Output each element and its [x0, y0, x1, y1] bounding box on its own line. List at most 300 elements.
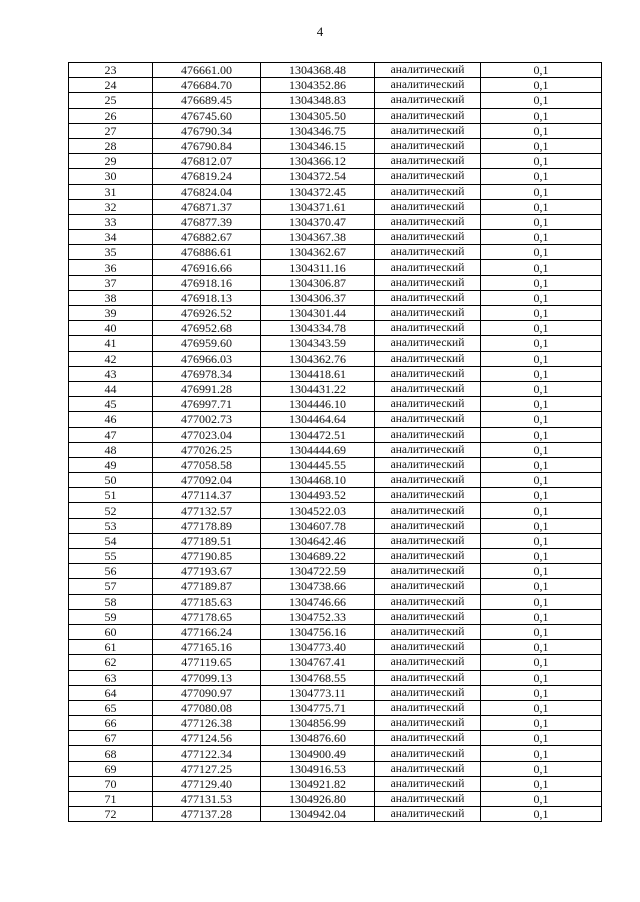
table-row [69, 609, 602, 624]
y-coordinate-cell: 1304876.60 [261, 731, 375, 746]
method-cell: аналитический [375, 93, 481, 108]
point-number-cell: 41 [69, 336, 153, 351]
accuracy-cell: 0,1 [481, 306, 602, 321]
table-row [69, 624, 602, 639]
accuracy-cell: 0,1 [481, 381, 602, 396]
point-number-cell: 70 [69, 776, 153, 791]
point-number-cell: 29 [69, 154, 153, 169]
table-row [69, 214, 602, 229]
method-cell: аналитический [375, 214, 481, 229]
accuracy-cell: 0,1 [481, 670, 602, 685]
y-coordinate-cell: 1304773.40 [261, 640, 375, 655]
x-coordinate-cell: 477178.65 [153, 609, 261, 624]
table-row [69, 533, 602, 548]
point-number-cell: 64 [69, 685, 153, 700]
table-row [69, 731, 602, 746]
point-number-cell: 28 [69, 138, 153, 153]
y-coordinate-cell: 1304746.66 [261, 594, 375, 609]
accuracy-cell: 0,1 [481, 457, 602, 472]
table-row [69, 93, 602, 108]
method-cell: аналитический [375, 792, 481, 807]
point-number-cell: 62 [69, 655, 153, 670]
table-row [69, 564, 602, 579]
point-number-cell: 23 [69, 63, 153, 78]
y-coordinate-cell: 1304916.53 [261, 761, 375, 776]
x-coordinate-cell: 477080.08 [153, 700, 261, 715]
accuracy-cell: 0,1 [481, 473, 602, 488]
x-coordinate-cell: 477002.73 [153, 412, 261, 427]
point-number-cell: 69 [69, 761, 153, 776]
method-cell: аналитический [375, 700, 481, 715]
x-coordinate-cell: 476952.68 [153, 321, 261, 336]
point-number-cell: 59 [69, 609, 153, 624]
method-cell: аналитический [375, 457, 481, 472]
table-row [69, 655, 602, 670]
method-cell: аналитический [375, 351, 481, 366]
method-cell: аналитический [375, 336, 481, 351]
accuracy-cell: 0,1 [481, 275, 602, 290]
x-coordinate-cell: 477124.56 [153, 731, 261, 746]
accuracy-cell: 0,1 [481, 549, 602, 564]
table-row [69, 306, 602, 321]
y-coordinate-cell: 1304346.15 [261, 138, 375, 153]
accuracy-cell: 0,1 [481, 807, 602, 822]
x-coordinate-cell: 476959.60 [153, 336, 261, 351]
point-number-cell: 67 [69, 731, 153, 746]
y-coordinate-cell: 1304334.78 [261, 321, 375, 336]
x-coordinate-cell: 476916.66 [153, 260, 261, 275]
method-cell: аналитический [375, 716, 481, 731]
x-coordinate-cell: 476684.70 [153, 78, 261, 93]
coordinates-table [68, 62, 602, 822]
x-coordinate-cell: 477126.38 [153, 716, 261, 731]
method-cell: аналитический [375, 731, 481, 746]
method-cell: аналитический [375, 260, 481, 275]
point-number-cell: 52 [69, 503, 153, 518]
x-coordinate-cell: 476882.67 [153, 230, 261, 245]
accuracy-cell: 0,1 [481, 245, 602, 260]
point-number-cell: 66 [69, 716, 153, 731]
accuracy-cell: 0,1 [481, 214, 602, 229]
table-row [69, 670, 602, 685]
table-row [69, 442, 602, 457]
method-cell: аналитический [375, 685, 481, 700]
point-number-cell: 37 [69, 275, 153, 290]
x-coordinate-cell: 476918.13 [153, 290, 261, 305]
table-row [69, 488, 602, 503]
accuracy-cell: 0,1 [481, 260, 602, 275]
point-number-cell: 61 [69, 640, 153, 655]
point-number-cell: 65 [69, 700, 153, 715]
table-row [69, 549, 602, 564]
accuracy-cell: 0,1 [481, 138, 602, 153]
method-cell: аналитический [375, 579, 481, 594]
accuracy-cell: 0,1 [481, 579, 602, 594]
y-coordinate-cell: 1304368.48 [261, 63, 375, 78]
accuracy-cell: 0,1 [481, 427, 602, 442]
method-cell: аналитический [375, 427, 481, 442]
point-number-cell: 43 [69, 366, 153, 381]
y-coordinate-cell: 1304343.59 [261, 336, 375, 351]
x-coordinate-cell: 477026.25 [153, 442, 261, 457]
y-coordinate-cell: 1304493.52 [261, 488, 375, 503]
table-row [69, 366, 602, 381]
method-cell: аналитический [375, 609, 481, 624]
x-coordinate-cell: 477137.28 [153, 807, 261, 822]
method-cell: аналитический [375, 154, 481, 169]
x-coordinate-cell: 476819.24 [153, 169, 261, 184]
table-row [69, 154, 602, 169]
accuracy-cell: 0,1 [481, 594, 602, 609]
y-coordinate-cell: 1304522.03 [261, 503, 375, 518]
y-coordinate-cell: 1304306.87 [261, 275, 375, 290]
method-cell: аналитический [375, 473, 481, 488]
y-coordinate-cell: 1304311.16 [261, 260, 375, 275]
y-coordinate-cell: 1304942.04 [261, 807, 375, 822]
y-coordinate-cell: 1304607.78 [261, 518, 375, 533]
table-row [69, 457, 602, 472]
method-cell: аналитический [375, 624, 481, 639]
x-coordinate-cell: 477122.34 [153, 746, 261, 761]
table-row [69, 473, 602, 488]
x-coordinate-cell: 477189.51 [153, 533, 261, 548]
accuracy-cell: 0,1 [481, 792, 602, 807]
accuracy-cell: 0,1 [481, 63, 602, 78]
page-number: 4 [316, 24, 324, 39]
point-number-cell: 53 [69, 518, 153, 533]
table-row [69, 397, 602, 412]
point-number-cell: 50 [69, 473, 153, 488]
accuracy-cell: 0,1 [481, 321, 602, 336]
y-coordinate-cell: 1304367.38 [261, 230, 375, 245]
table-row [69, 123, 602, 138]
y-coordinate-cell: 1304444.69 [261, 442, 375, 457]
point-number-cell: 56 [69, 564, 153, 579]
point-number-cell: 58 [69, 594, 153, 609]
x-coordinate-cell: 476918.16 [153, 275, 261, 290]
table-row [69, 594, 602, 609]
accuracy-cell: 0,1 [481, 78, 602, 93]
method-cell: аналитический [375, 412, 481, 427]
y-coordinate-cell: 1304346.75 [261, 123, 375, 138]
point-number-cell: 68 [69, 746, 153, 761]
accuracy-cell: 0,1 [481, 169, 602, 184]
accuracy-cell: 0,1 [481, 761, 602, 776]
y-coordinate-cell: 1304900.49 [261, 746, 375, 761]
point-number-cell: 24 [69, 78, 153, 93]
accuracy-cell: 0,1 [481, 199, 602, 214]
point-number-cell: 32 [69, 199, 153, 214]
method-cell: аналитический [375, 564, 481, 579]
point-number-cell: 47 [69, 427, 153, 442]
x-coordinate-cell: 477114.37 [153, 488, 261, 503]
accuracy-cell: 0,1 [481, 609, 602, 624]
y-coordinate-cell: 1304738.66 [261, 579, 375, 594]
x-coordinate-cell: 477090.97 [153, 685, 261, 700]
y-coordinate-cell: 1304689.22 [261, 549, 375, 564]
table-row [69, 579, 602, 594]
method-cell: аналитический [375, 503, 481, 518]
x-coordinate-cell: 476661.00 [153, 63, 261, 78]
method-cell: аналитический [375, 655, 481, 670]
x-coordinate-cell: 477127.25 [153, 761, 261, 776]
point-number-cell: 72 [69, 807, 153, 822]
table-row [69, 138, 602, 153]
point-number-cell: 46 [69, 412, 153, 427]
method-cell: аналитический [375, 488, 481, 503]
table-row [69, 381, 602, 396]
accuracy-cell: 0,1 [481, 564, 602, 579]
accuracy-cell: 0,1 [481, 336, 602, 351]
accuracy-cell: 0,1 [481, 700, 602, 715]
table-row [69, 640, 602, 655]
x-coordinate-cell: 477178.89 [153, 518, 261, 533]
point-number-cell: 57 [69, 579, 153, 594]
y-coordinate-cell: 1304301.44 [261, 306, 375, 321]
x-coordinate-cell: 477189.87 [153, 579, 261, 594]
x-coordinate-cell: 476997.71 [153, 397, 261, 412]
x-coordinate-cell: 477165.16 [153, 640, 261, 655]
table-row [69, 351, 602, 366]
table-row [69, 275, 602, 290]
point-number-cell: 45 [69, 397, 153, 412]
table-row [69, 260, 602, 275]
point-number-cell: 30 [69, 169, 153, 184]
x-coordinate-cell: 476790.34 [153, 123, 261, 138]
point-number-cell: 40 [69, 321, 153, 336]
y-coordinate-cell: 1304464.64 [261, 412, 375, 427]
accuracy-cell: 0,1 [481, 776, 602, 791]
method-cell: аналитический [375, 761, 481, 776]
method-cell: аналитический [375, 184, 481, 199]
y-coordinate-cell: 1304306.37 [261, 290, 375, 305]
table-row [69, 700, 602, 715]
x-coordinate-cell: 476790.84 [153, 138, 261, 153]
y-coordinate-cell: 1304767.41 [261, 655, 375, 670]
point-number-cell: 27 [69, 123, 153, 138]
point-number-cell: 39 [69, 306, 153, 321]
method-cell: аналитический [375, 397, 481, 412]
accuracy-cell: 0,1 [481, 397, 602, 412]
x-coordinate-cell: 477190.85 [153, 549, 261, 564]
accuracy-cell: 0,1 [481, 731, 602, 746]
accuracy-cell: 0,1 [481, 366, 602, 381]
method-cell: аналитический [375, 442, 481, 457]
y-coordinate-cell: 1304722.59 [261, 564, 375, 579]
accuracy-cell: 0,1 [481, 230, 602, 245]
table-row [69, 78, 602, 93]
table-row [69, 290, 602, 305]
x-coordinate-cell: 477193.67 [153, 564, 261, 579]
y-coordinate-cell: 1304372.45 [261, 184, 375, 199]
x-coordinate-cell: 477058.58 [153, 457, 261, 472]
y-coordinate-cell: 1304372.54 [261, 169, 375, 184]
method-cell: аналитический [375, 199, 481, 214]
x-coordinate-cell: 477099.13 [153, 670, 261, 685]
method-cell: аналитический [375, 245, 481, 260]
accuracy-cell: 0,1 [481, 503, 602, 518]
table-row [69, 321, 602, 336]
method-cell: аналитический [375, 108, 481, 123]
accuracy-cell: 0,1 [481, 93, 602, 108]
accuracy-cell: 0,1 [481, 442, 602, 457]
method-cell: аналитический [375, 640, 481, 655]
y-coordinate-cell: 1304468.10 [261, 473, 375, 488]
accuracy-cell: 0,1 [481, 412, 602, 427]
method-cell: аналитический [375, 381, 481, 396]
y-coordinate-cell: 1304431.22 [261, 381, 375, 396]
method-cell: аналитический [375, 138, 481, 153]
y-coordinate-cell: 1304856.99 [261, 716, 375, 731]
method-cell: аналитический [375, 306, 481, 321]
x-coordinate-cell: 476886.61 [153, 245, 261, 260]
accuracy-cell: 0,1 [481, 533, 602, 548]
x-coordinate-cell: 476812.07 [153, 154, 261, 169]
table-row [69, 792, 602, 807]
method-cell: аналитический [375, 807, 481, 822]
y-coordinate-cell: 1304926.80 [261, 792, 375, 807]
method-cell: аналитический [375, 63, 481, 78]
x-coordinate-cell: 476871.37 [153, 199, 261, 214]
y-coordinate-cell: 1304921.82 [261, 776, 375, 791]
x-coordinate-cell: 476978.34 [153, 366, 261, 381]
point-number-cell: 51 [69, 488, 153, 503]
table-row [69, 245, 602, 260]
point-number-cell: 44 [69, 381, 153, 396]
x-coordinate-cell: 477092.04 [153, 473, 261, 488]
y-coordinate-cell: 1304370.47 [261, 214, 375, 229]
table-row [69, 518, 602, 533]
table-row [69, 169, 602, 184]
y-coordinate-cell: 1304752.33 [261, 609, 375, 624]
method-cell: аналитический [375, 776, 481, 791]
y-coordinate-cell: 1304348.83 [261, 93, 375, 108]
table-row [69, 427, 602, 442]
method-cell: аналитический [375, 321, 481, 336]
table-row [69, 108, 602, 123]
point-number-cell: 55 [69, 549, 153, 564]
point-number-cell: 25 [69, 93, 153, 108]
table-row [69, 761, 602, 776]
x-coordinate-cell: 476991.28 [153, 381, 261, 396]
x-coordinate-cell: 476824.04 [153, 184, 261, 199]
point-number-cell: 31 [69, 184, 153, 199]
y-coordinate-cell: 1304305.50 [261, 108, 375, 123]
accuracy-cell: 0,1 [481, 108, 602, 123]
y-coordinate-cell: 1304642.46 [261, 533, 375, 548]
point-number-cell: 35 [69, 245, 153, 260]
table-row [69, 199, 602, 214]
method-cell: аналитический [375, 230, 481, 245]
y-coordinate-cell: 1304371.61 [261, 199, 375, 214]
y-coordinate-cell: 1304768.55 [261, 670, 375, 685]
accuracy-cell: 0,1 [481, 685, 602, 700]
accuracy-cell: 0,1 [481, 123, 602, 138]
accuracy-cell: 0,1 [481, 716, 602, 731]
table-row [69, 63, 602, 78]
point-number-cell: 49 [69, 457, 153, 472]
method-cell: аналитический [375, 290, 481, 305]
x-coordinate-cell: 477131.53 [153, 792, 261, 807]
accuracy-cell: 0,1 [481, 624, 602, 639]
point-number-cell: 71 [69, 792, 153, 807]
x-coordinate-cell: 477166.24 [153, 624, 261, 639]
method-cell: аналитический [375, 518, 481, 533]
x-coordinate-cell: 477129.40 [153, 776, 261, 791]
accuracy-cell: 0,1 [481, 154, 602, 169]
y-coordinate-cell: 1304775.71 [261, 700, 375, 715]
accuracy-cell: 0,1 [481, 351, 602, 366]
accuracy-cell: 0,1 [481, 746, 602, 761]
method-cell: аналитический [375, 366, 481, 381]
accuracy-cell: 0,1 [481, 655, 602, 670]
y-coordinate-cell: 1304418.61 [261, 366, 375, 381]
y-coordinate-cell: 1304366.12 [261, 154, 375, 169]
x-coordinate-cell: 477132.57 [153, 503, 261, 518]
method-cell: аналитический [375, 275, 481, 290]
point-number-cell: 63 [69, 670, 153, 685]
point-number-cell: 36 [69, 260, 153, 275]
accuracy-cell: 0,1 [481, 488, 602, 503]
y-coordinate-cell: 1304362.67 [261, 245, 375, 260]
table-row [69, 336, 602, 351]
accuracy-cell: 0,1 [481, 640, 602, 655]
x-coordinate-cell: 476877.39 [153, 214, 261, 229]
method-cell: аналитический [375, 594, 481, 609]
point-number-cell: 54 [69, 533, 153, 548]
point-number-cell: 38 [69, 290, 153, 305]
method-cell: аналитический [375, 533, 481, 548]
point-number-cell: 48 [69, 442, 153, 457]
coordinates-table-body [69, 63, 602, 822]
y-coordinate-cell: 1304773.11 [261, 685, 375, 700]
method-cell: аналитический [375, 123, 481, 138]
y-coordinate-cell: 1304756.16 [261, 624, 375, 639]
method-cell: аналитический [375, 549, 481, 564]
table-row [69, 503, 602, 518]
accuracy-cell: 0,1 [481, 290, 602, 305]
x-coordinate-cell: 477023.04 [153, 427, 261, 442]
point-number-cell: 33 [69, 214, 153, 229]
x-coordinate-cell: 476689.45 [153, 93, 261, 108]
x-coordinate-cell: 477185.63 [153, 594, 261, 609]
table-row [69, 716, 602, 731]
method-cell: аналитический [375, 670, 481, 685]
accuracy-cell: 0,1 [481, 184, 602, 199]
accuracy-cell: 0,1 [481, 518, 602, 533]
table-row [69, 230, 602, 245]
table-row [69, 184, 602, 199]
table-row [69, 776, 602, 791]
point-number-cell: 42 [69, 351, 153, 366]
method-cell: аналитический [375, 746, 481, 761]
y-coordinate-cell: 1304446.10 [261, 397, 375, 412]
x-coordinate-cell: 477119.65 [153, 655, 261, 670]
table-row [69, 807, 602, 822]
x-coordinate-cell: 476745.60 [153, 108, 261, 123]
y-coordinate-cell: 1304352.86 [261, 78, 375, 93]
point-number-cell: 60 [69, 624, 153, 639]
y-coordinate-cell: 1304472.51 [261, 427, 375, 442]
method-cell: аналитический [375, 169, 481, 184]
table-row [69, 685, 602, 700]
point-number-cell: 26 [69, 108, 153, 123]
method-cell: аналитический [375, 78, 481, 93]
point-number-cell: 34 [69, 230, 153, 245]
x-coordinate-cell: 476966.03 [153, 351, 261, 366]
y-coordinate-cell: 1304445.55 [261, 457, 375, 472]
x-coordinate-cell: 476926.52 [153, 306, 261, 321]
